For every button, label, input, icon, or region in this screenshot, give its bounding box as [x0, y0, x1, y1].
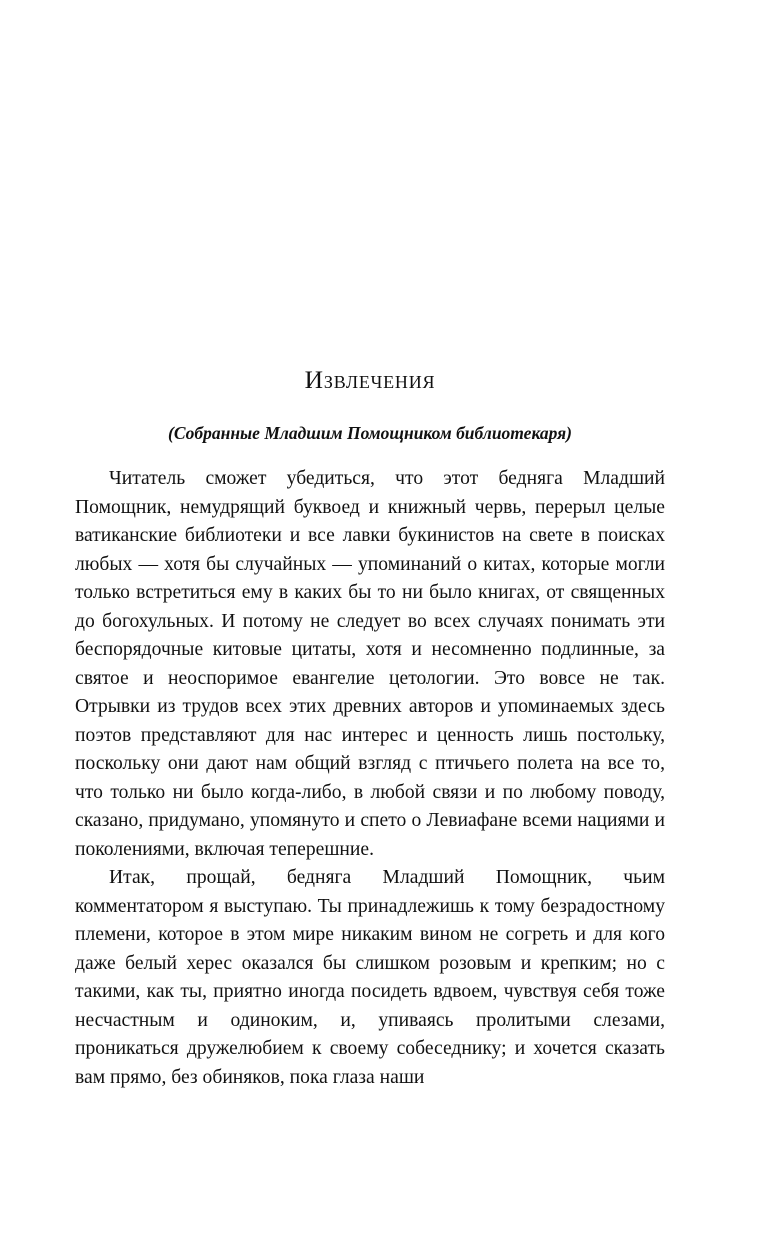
chapter-title: Извлечения [304, 365, 436, 394]
paragraph-text: Читатель сможет убедиться, что этот бедняга Младший Помощник, немудрящий буквоед и книжный червь, перерыл целые ватиканские библиотеки и все лавки букинистов на свете в поисках любых — хотя бы случайных — упоминаний о китах, которые могли только встретиться ему в каких бы то ни было книгах, от священных до богохульных. И потому не следует во всех случаях понимать эти беспорядочные китовые цитаты, хотя и несомненно подлинные, за святое и неоспоримое евангелие цетологии. Это вовсе не так. Отрывки из трудов всех этих древних авторов и упоминаемых здесь поэтов представляют для нас интерес и ценность лишь постольку, поскольку они дают нам общий взгляд с птичьего полета на все то, что только ни было когда-либо, в любой связи и по любому поводу, сказано, придумано, упомянуто и спето о Левиафане всеми нациями и поколениями, включая теперешние. [75, 468, 665, 860]
paragraph [75, 864, 665, 1092]
paragraph-text: Итак, прощай, бедняга Младший Помощник, чьим комментатором я выступаю. Ты принадлежишь к тому безрадостному племени, которое в этом мире никаким вином не согреть и для кого даже белый херес оказался бы слишком розовым и крепким; но с такими, как ты, приятно иногда посидеть вдвоем, чувствуя себя тоже несчастным и одиноким, и, упиваясь пролитыми слезами, проникаться дружелюбием к своему собеседнику; и хочется сказать вам прямо, без обиняков, пока глаза наши [75, 867, 665, 1088]
paragraph [75, 465, 665, 864]
chapter-subtitle: (Собранные Младшим Помощником библиотекаря) [168, 422, 572, 443]
page-content [75, 365, 665, 1092]
